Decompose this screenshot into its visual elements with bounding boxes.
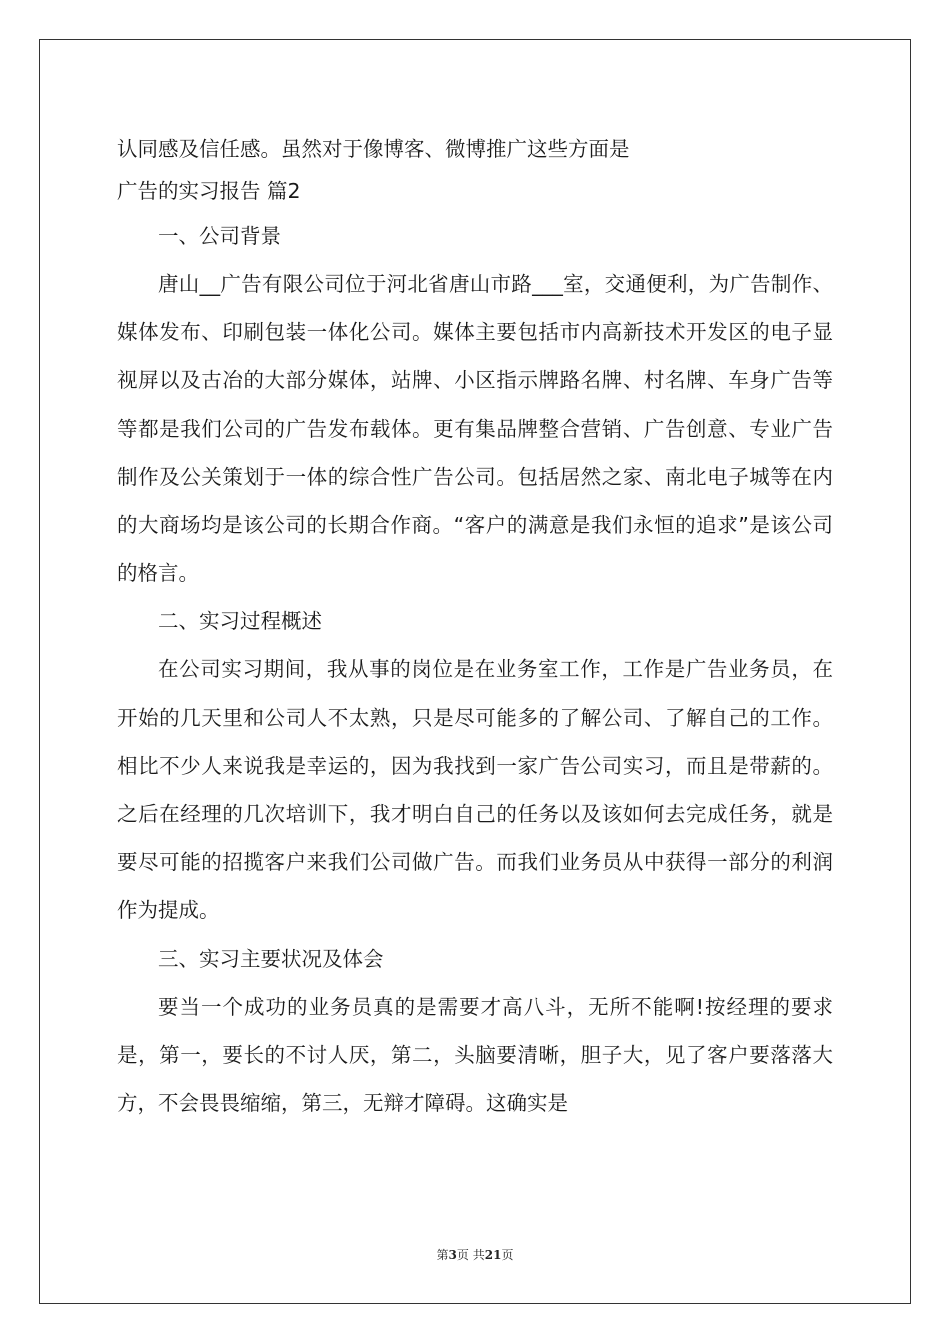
section-paragraph-process: 在公司实习期间，我从事的岗位是在业务室工作，工作是广告业务员，在开始的几天里和公司人不太熟，只是尽可能多的了解公司、了解自己的工作。相比不少人来说我是幸运的，因为我找到一家广告公司实习，而且是带薪的。之后在经理的几次培训下，我才明白自己的任务以及该如何去完成任务，就是要尽可能的招揽客户来我们公司做广告。而我们业务员从中获得一部分的利润作为提成。: [117, 657, 833, 923]
continuation-text: 认同感及信任感。虽然对于像博客、微博推广这些方面是: [117, 137, 630, 161]
section-paragraph-experience: 要当一个成功的业务员真的是需要才高八斗，无所不能啊!按经理的要求是，第一，要长的不讨人厌，第二，头脑要清晰，胆子大，见了客户要落落大方，不会畏畏缩缩，第三，无辩才障碍。这确实是: [117, 994, 833, 1116]
page-footer: [0, 1246, 950, 1263]
section-heading-experience: 三、实习主要状况及体会: [158, 946, 384, 971]
current-page-number: 3: [448, 1248, 457, 1262]
footer-suffix: 页: [501, 1248, 514, 1262]
document-body: [117, 128, 833, 1127]
section-heading-background: 一、公司背景: [158, 224, 281, 248]
section-heading-process: 二、实习过程概述: [158, 609, 322, 634]
footer-mid: 页 共: [456, 1248, 485, 1262]
document-title: 广告的实习报告 篇2: [117, 179, 301, 203]
total-page-number: 21: [484, 1248, 502, 1262]
footer-prefix: 第: [436, 1248, 449, 1262]
section-paragraph-background: 唐山__广告有限公司位于河北省唐山市路___室，交通便利，为广告制作、媒体发布、印刷包装一体化公司。媒体主要包括市内高新技术开发区的电子显视屏以及古冶的大部分媒体，站牌、小区指示牌路名牌、村名牌、车身广告等等都是我们公司的广告发布载体。更有集品牌整合营销、广告创意、专业广告制作及公关策划于一体的综合性广告公司。包括居然之家、南北电子城等在内的大商场均是该公司的长期合作商。“客户的满意是我们永恒的追求”是该公司的格言。: [117, 272, 833, 586]
